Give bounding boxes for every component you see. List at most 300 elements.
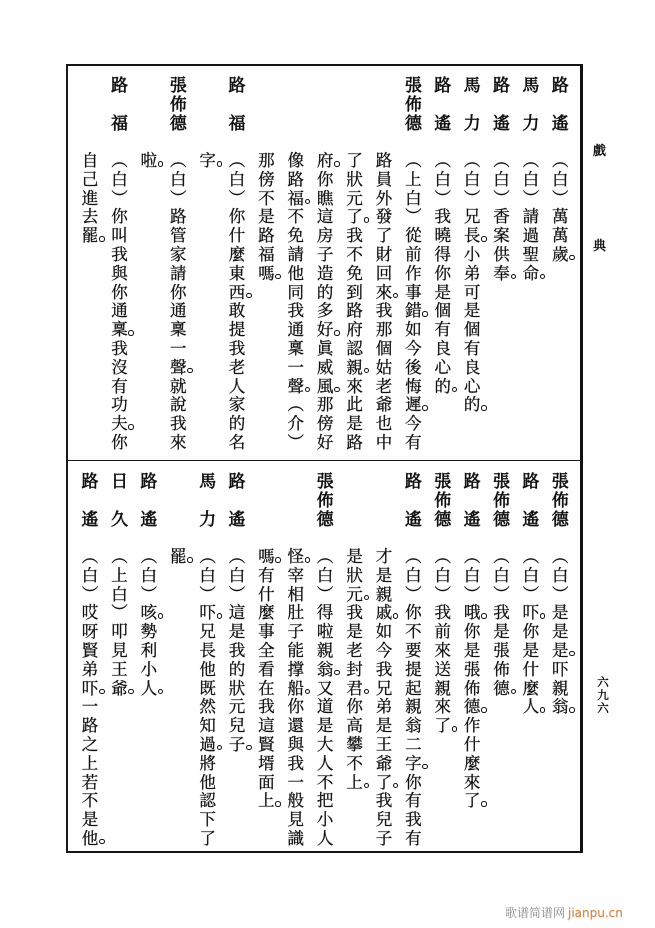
glyph: 是 bbox=[522, 640, 540, 660]
glyph: 家 bbox=[169, 244, 187, 264]
glyph: 兄 bbox=[463, 207, 481, 227]
glyph: ︶ bbox=[228, 188, 246, 208]
glyph: 通 bbox=[287, 320, 305, 340]
text-column bbox=[399, 462, 428, 850]
glyph: ︶ bbox=[434, 584, 451, 604]
glyph: 過 bbox=[522, 226, 540, 246]
glyph: 白 bbox=[493, 169, 510, 189]
glyph: 般 bbox=[287, 791, 305, 811]
text-column bbox=[193, 462, 222, 850]
glyph: 來 bbox=[346, 376, 363, 396]
glyph: 你 bbox=[522, 622, 540, 642]
text-column bbox=[193, 66, 222, 460]
glyph: 長 bbox=[457, 227, 486, 246]
speaker-name bbox=[457, 473, 486, 530]
glyph: 後 bbox=[405, 357, 422, 377]
speech bbox=[252, 462, 340, 850]
text-column bbox=[252, 462, 281, 850]
glyph: 吓 bbox=[516, 604, 545, 623]
glyph: 我 bbox=[375, 301, 393, 321]
glyph: 白 bbox=[111, 169, 128, 189]
glyph: 長 bbox=[199, 640, 216, 660]
glyph: 免 bbox=[287, 226, 305, 246]
speaker-name bbox=[105, 77, 134, 134]
glyph: 威 bbox=[316, 357, 334, 377]
glyph: 見 bbox=[287, 810, 305, 830]
glyph: 遙 bbox=[140, 510, 158, 530]
dialogue-line bbox=[105, 548, 134, 698]
glyph: 勢 bbox=[140, 622, 158, 642]
glyph: 一 bbox=[81, 697, 99, 717]
glyph: 吓 bbox=[193, 604, 222, 623]
glyph: 哎 bbox=[81, 603, 99, 623]
glyph: 我 bbox=[375, 791, 393, 811]
glyph: 了 bbox=[375, 226, 393, 246]
glyph: 爺 bbox=[105, 680, 134, 699]
glyph: ︵ bbox=[111, 151, 128, 170]
text-column bbox=[252, 66, 281, 460]
glyph: 白 bbox=[228, 565, 246, 585]
glyph: ︶ bbox=[522, 188, 540, 208]
glyph: 相 bbox=[287, 584, 305, 604]
glyph: 路 bbox=[404, 472, 422, 492]
glyph: 來 bbox=[434, 697, 451, 717]
glyph: 才 bbox=[375, 547, 393, 566]
glyph: 你 bbox=[405, 603, 422, 623]
glyph: 上 bbox=[81, 753, 99, 773]
glyph: 二 bbox=[405, 734, 422, 754]
text-column bbox=[546, 462, 575, 850]
glyph: 嗎 bbox=[252, 265, 281, 284]
glyph: 這 bbox=[258, 716, 275, 736]
glyph: 作 bbox=[405, 263, 422, 283]
glyph: 個 bbox=[463, 320, 481, 340]
glyph: 翁 bbox=[405, 716, 422, 736]
glyph: 回 bbox=[375, 263, 393, 283]
glyph: 他 bbox=[287, 263, 305, 283]
glyph: 然 bbox=[199, 697, 216, 717]
glyph: 府 bbox=[346, 320, 363, 340]
speech bbox=[457, 66, 486, 460]
glyph: 我 bbox=[111, 338, 128, 358]
speech bbox=[134, 66, 193, 460]
glyph: 人 bbox=[516, 698, 545, 717]
dialogue-line bbox=[105, 152, 134, 453]
glyph: 遲 bbox=[399, 396, 428, 415]
glyph: 我 bbox=[111, 244, 128, 264]
glyph: 我 bbox=[346, 603, 363, 623]
glyph: 前 bbox=[434, 622, 451, 642]
glyph: 悔 bbox=[405, 376, 422, 396]
glyph: 張 bbox=[463, 659, 481, 679]
speaker-name bbox=[399, 77, 428, 134]
glyph: 從 bbox=[405, 226, 422, 246]
glyph: 張 bbox=[169, 76, 187, 96]
glyph: ︶ bbox=[552, 188, 569, 208]
speech bbox=[516, 462, 545, 850]
glyph: ︵ bbox=[552, 151, 569, 170]
glyph: 張 bbox=[404, 76, 422, 96]
glyph: 親 bbox=[375, 584, 393, 604]
glyph: 遙 bbox=[463, 510, 481, 530]
glyph: 福 bbox=[281, 190, 310, 209]
speaker-name bbox=[457, 77, 486, 134]
glyph: 什 bbox=[258, 584, 275, 604]
glyph: 白 bbox=[111, 584, 128, 604]
glyph: ︵ bbox=[81, 547, 99, 566]
glyph: 弟 bbox=[375, 697, 393, 717]
glyph: 是 bbox=[346, 622, 363, 642]
dialogue-line bbox=[134, 152, 163, 171]
glyph: 他 bbox=[75, 830, 104, 849]
glyph: 路 bbox=[228, 76, 246, 96]
glyph: 認 bbox=[346, 338, 363, 358]
glyph: 白 bbox=[405, 565, 422, 585]
glyph: 那 bbox=[375, 320, 393, 340]
glyph: 稟 bbox=[105, 321, 134, 340]
glyph: 敢 bbox=[228, 301, 246, 321]
dialogue-line bbox=[369, 548, 398, 849]
glyph: 一 bbox=[169, 338, 187, 358]
glyph: 良 bbox=[463, 357, 481, 377]
speaker-name bbox=[310, 473, 339, 530]
text-column bbox=[457, 462, 486, 850]
glyph: 張 bbox=[493, 640, 510, 660]
glyph: 與 bbox=[111, 263, 128, 283]
glyph: 白 bbox=[434, 169, 451, 189]
glyph: 稟 bbox=[169, 320, 187, 340]
text-column bbox=[134, 462, 163, 850]
glyph: ︵ bbox=[463, 547, 481, 566]
speech bbox=[546, 462, 575, 850]
text-column bbox=[516, 462, 545, 850]
dialogue-line bbox=[516, 548, 545, 717]
glyph: 什 bbox=[463, 734, 481, 754]
glyph: 上 bbox=[252, 792, 281, 811]
glyph: 歲 bbox=[546, 246, 575, 265]
speech bbox=[105, 462, 134, 850]
glyph: 有 bbox=[258, 565, 275, 585]
glyph: 介 bbox=[287, 414, 305, 434]
glyph: 日 bbox=[110, 472, 128, 492]
speaker-name bbox=[75, 473, 104, 530]
glyph: 親 bbox=[405, 697, 422, 717]
glyph: 不 bbox=[346, 753, 363, 773]
glyph: 兄 bbox=[375, 678, 393, 698]
glyph: 了 bbox=[199, 828, 216, 848]
dialogue-line bbox=[428, 548, 457, 736]
running-head-top: 戲 bbox=[593, 144, 607, 159]
glyph: 我 bbox=[287, 753, 305, 773]
glyph: 佈 bbox=[493, 491, 511, 511]
glyph: ︵ bbox=[228, 547, 246, 566]
text-column bbox=[399, 66, 428, 460]
glyph: ︵ bbox=[552, 547, 569, 566]
glyph: 遙 bbox=[493, 114, 511, 134]
glyph: 路 bbox=[110, 76, 128, 96]
glyph: 管 bbox=[169, 226, 187, 246]
glyph: 下 bbox=[199, 810, 216, 830]
text-column bbox=[369, 66, 398, 460]
glyph: 有 bbox=[405, 828, 422, 848]
glyph: 是 bbox=[463, 301, 481, 321]
glyph: 人 bbox=[228, 376, 246, 396]
glyph: 我 bbox=[228, 640, 246, 660]
glyph: 高 bbox=[346, 716, 363, 736]
glyph: ︵ bbox=[522, 151, 540, 170]
glyph: 姑 bbox=[375, 357, 393, 377]
glyph: 是 bbox=[434, 282, 451, 302]
glyph: 久 bbox=[110, 510, 128, 530]
glyph: 與 bbox=[287, 734, 305, 754]
glyph: 功 bbox=[111, 395, 128, 415]
glyph: 如 bbox=[375, 622, 393, 642]
glyph: 你 bbox=[434, 263, 451, 283]
glyph: 認 bbox=[199, 791, 216, 811]
text-column bbox=[428, 66, 457, 460]
glyph: 起 bbox=[405, 678, 422, 698]
glyph: 親 bbox=[552, 678, 569, 698]
glyph: 前 bbox=[405, 244, 422, 264]
glyph: 翁 bbox=[546, 698, 575, 717]
glyph: 上 bbox=[405, 169, 422, 189]
glyph: 在 bbox=[258, 678, 275, 698]
glyph: 此 bbox=[346, 395, 363, 415]
glyph: 他 bbox=[199, 772, 216, 792]
glyph: 有 bbox=[111, 376, 128, 396]
glyph: 元 bbox=[346, 188, 363, 208]
text-column bbox=[487, 462, 516, 850]
dialogue-line bbox=[281, 548, 310, 849]
glyph: 佈 bbox=[169, 95, 187, 115]
glyph: 白 bbox=[493, 565, 510, 585]
glyph: 來 bbox=[369, 284, 398, 303]
glyph: 一 bbox=[287, 357, 305, 377]
glyph: 你 bbox=[346, 697, 363, 717]
glyph: 不 bbox=[81, 791, 99, 811]
dialogue-line bbox=[340, 152, 369, 453]
glyph: 路 bbox=[463, 472, 481, 492]
glyph: 爺 bbox=[375, 753, 393, 773]
glyph: 你 bbox=[463, 622, 481, 642]
glyph: 王 bbox=[111, 659, 128, 679]
text-column bbox=[487, 66, 516, 460]
glyph: 王 bbox=[375, 734, 393, 754]
glyph: 西 bbox=[222, 284, 251, 303]
glyph: 家 bbox=[228, 395, 246, 415]
glyph: 馬 bbox=[522, 76, 540, 96]
glyph: 撑 bbox=[287, 659, 305, 679]
glyph: 六 bbox=[597, 701, 609, 715]
glyph: 面 bbox=[258, 772, 275, 792]
glyph: 馬 bbox=[199, 472, 217, 492]
glyph: ︶ bbox=[405, 584, 422, 604]
running-head-bottom: 典 bbox=[593, 239, 607, 254]
glyph: 德 bbox=[493, 510, 511, 530]
glyph: 路 bbox=[287, 169, 305, 189]
page-number bbox=[596, 676, 610, 715]
glyph: 麼 bbox=[463, 753, 481, 773]
glyph: 白 bbox=[199, 565, 216, 585]
speech bbox=[134, 462, 163, 850]
glyph: 是 bbox=[552, 622, 569, 642]
glyph: 弟 bbox=[463, 263, 481, 283]
glyph: 看 bbox=[258, 659, 275, 679]
speaker-name bbox=[399, 473, 428, 530]
glyph: 不 bbox=[405, 622, 422, 642]
dialogue-line bbox=[134, 548, 163, 698]
text-column bbox=[164, 66, 193, 460]
glyph: 有 bbox=[463, 338, 481, 358]
glyph: 了 bbox=[428, 717, 457, 736]
glyph: 你 bbox=[228, 207, 246, 227]
glyph: 狀 bbox=[346, 565, 363, 585]
glyph: ︵ bbox=[228, 151, 246, 170]
glyph: 來 bbox=[169, 432, 187, 452]
glyph: 有 bbox=[434, 320, 451, 340]
glyph: 我 bbox=[287, 301, 305, 321]
speech bbox=[75, 462, 104, 850]
dialogue-line bbox=[399, 548, 428, 849]
glyph: 命 bbox=[516, 265, 545, 284]
glyph: 福 bbox=[228, 114, 246, 134]
glyph: 是 bbox=[493, 622, 510, 642]
glyph: 罷 bbox=[164, 548, 193, 567]
glyph: 他 bbox=[199, 659, 216, 679]
glyph: 大 bbox=[316, 734, 334, 754]
glyph: 元 bbox=[340, 586, 369, 605]
speech bbox=[193, 66, 252, 460]
glyph: ︶ bbox=[287, 432, 305, 452]
glyph: 那 bbox=[316, 395, 334, 415]
glyph: 小 bbox=[316, 810, 334, 830]
glyph: 萬 bbox=[552, 207, 569, 227]
glyph: 上 bbox=[340, 774, 369, 793]
glyph: 白 bbox=[463, 169, 481, 189]
speech bbox=[546, 66, 575, 460]
speaker-name bbox=[193, 473, 222, 530]
glyph: 是 bbox=[258, 207, 275, 227]
glyph: 稟 bbox=[287, 338, 305, 358]
glyph: 什 bbox=[228, 226, 246, 246]
glyph: 你 bbox=[111, 207, 128, 227]
glyph: 什 bbox=[522, 659, 540, 679]
glyph: 路 bbox=[551, 76, 569, 96]
glyph: 親 bbox=[316, 640, 334, 660]
glyph: 戚 bbox=[369, 604, 398, 623]
speaker-name bbox=[222, 473, 251, 530]
glyph: 了 bbox=[346, 151, 363, 170]
glyph: 如 bbox=[405, 320, 422, 340]
glyph: 子 bbox=[375, 828, 393, 848]
glyph: 聲 bbox=[281, 378, 310, 397]
glyph: 是 bbox=[316, 716, 334, 736]
glyph: 府 bbox=[310, 152, 339, 171]
glyph: 路 bbox=[434, 76, 452, 96]
glyph: 路 bbox=[522, 472, 540, 492]
speech bbox=[428, 462, 457, 850]
text-column bbox=[105, 462, 134, 850]
glyph: 元 bbox=[228, 697, 246, 717]
glyph: 狀 bbox=[346, 169, 363, 189]
glyph: 遙 bbox=[81, 510, 99, 530]
glyph: 說 bbox=[169, 395, 187, 415]
glyph: 佈 bbox=[404, 95, 422, 115]
glyph: 攀 bbox=[346, 734, 363, 754]
glyph: 還 bbox=[287, 716, 305, 736]
glyph: 爺 bbox=[375, 395, 393, 415]
glyph: 風 bbox=[310, 378, 339, 397]
glyph: 肚 bbox=[287, 603, 305, 623]
speech bbox=[487, 462, 516, 850]
glyph: 是 bbox=[346, 547, 363, 566]
dialogue-line bbox=[310, 152, 339, 453]
glyph: 老 bbox=[346, 640, 363, 660]
glyph: 兒 bbox=[228, 716, 246, 736]
glyph: 多 bbox=[316, 301, 334, 321]
glyph: ︶ bbox=[405, 207, 422, 227]
glyph: 路 bbox=[346, 301, 363, 321]
glyph: 馬 bbox=[463, 76, 481, 96]
glyph: 了 bbox=[457, 792, 486, 811]
dialogue-line bbox=[281, 152, 310, 453]
glyph: 子 bbox=[222, 736, 251, 755]
speech bbox=[164, 462, 223, 850]
glyph: 來 bbox=[434, 640, 451, 660]
dialogue-line bbox=[310, 548, 339, 849]
glyph: 的 bbox=[316, 282, 334, 302]
glyph: 我 bbox=[346, 226, 363, 246]
glyph: 路 bbox=[81, 716, 99, 736]
glyph: 我 bbox=[434, 603, 451, 623]
text-column bbox=[310, 462, 339, 850]
dialogue-line bbox=[340, 548, 369, 792]
glyph: 好 bbox=[316, 432, 334, 452]
glyph: 不 bbox=[346, 244, 363, 264]
glyph: 既 bbox=[199, 678, 216, 698]
glyph: ︵ bbox=[522, 547, 540, 566]
glyph: ︵ bbox=[199, 547, 216, 566]
glyph: 全 bbox=[258, 640, 275, 660]
dialogue-line bbox=[457, 548, 486, 811]
glyph: 奉 bbox=[487, 265, 516, 284]
glyph: 識 bbox=[287, 828, 305, 848]
glyph: 你 bbox=[111, 282, 128, 302]
dialogue-line bbox=[164, 152, 193, 453]
glyph: 是 bbox=[81, 810, 99, 830]
speech bbox=[428, 66, 457, 460]
speaker-name bbox=[516, 77, 545, 134]
glyph: 造 bbox=[316, 263, 334, 283]
glyph: 過 bbox=[193, 736, 222, 755]
glyph: 力 bbox=[522, 114, 540, 134]
glyph: 賢 bbox=[81, 640, 99, 660]
glyph: ︶ bbox=[199, 584, 216, 604]
glyph: 叫 bbox=[111, 226, 128, 246]
glyph: ︶ bbox=[81, 584, 99, 604]
text-column bbox=[105, 66, 134, 460]
glyph: ︵ bbox=[405, 151, 422, 170]
glyph: 六 bbox=[597, 675, 609, 689]
glyph: 今 bbox=[405, 338, 422, 358]
glyph: 知 bbox=[199, 716, 216, 736]
glyph: 麼 bbox=[228, 244, 246, 264]
glyph: 請 bbox=[522, 207, 540, 227]
glyph: 你 bbox=[287, 697, 305, 717]
glyph: 這 bbox=[228, 603, 246, 623]
glyph: 路 bbox=[140, 472, 158, 492]
glyph: ︶ bbox=[111, 603, 128, 623]
